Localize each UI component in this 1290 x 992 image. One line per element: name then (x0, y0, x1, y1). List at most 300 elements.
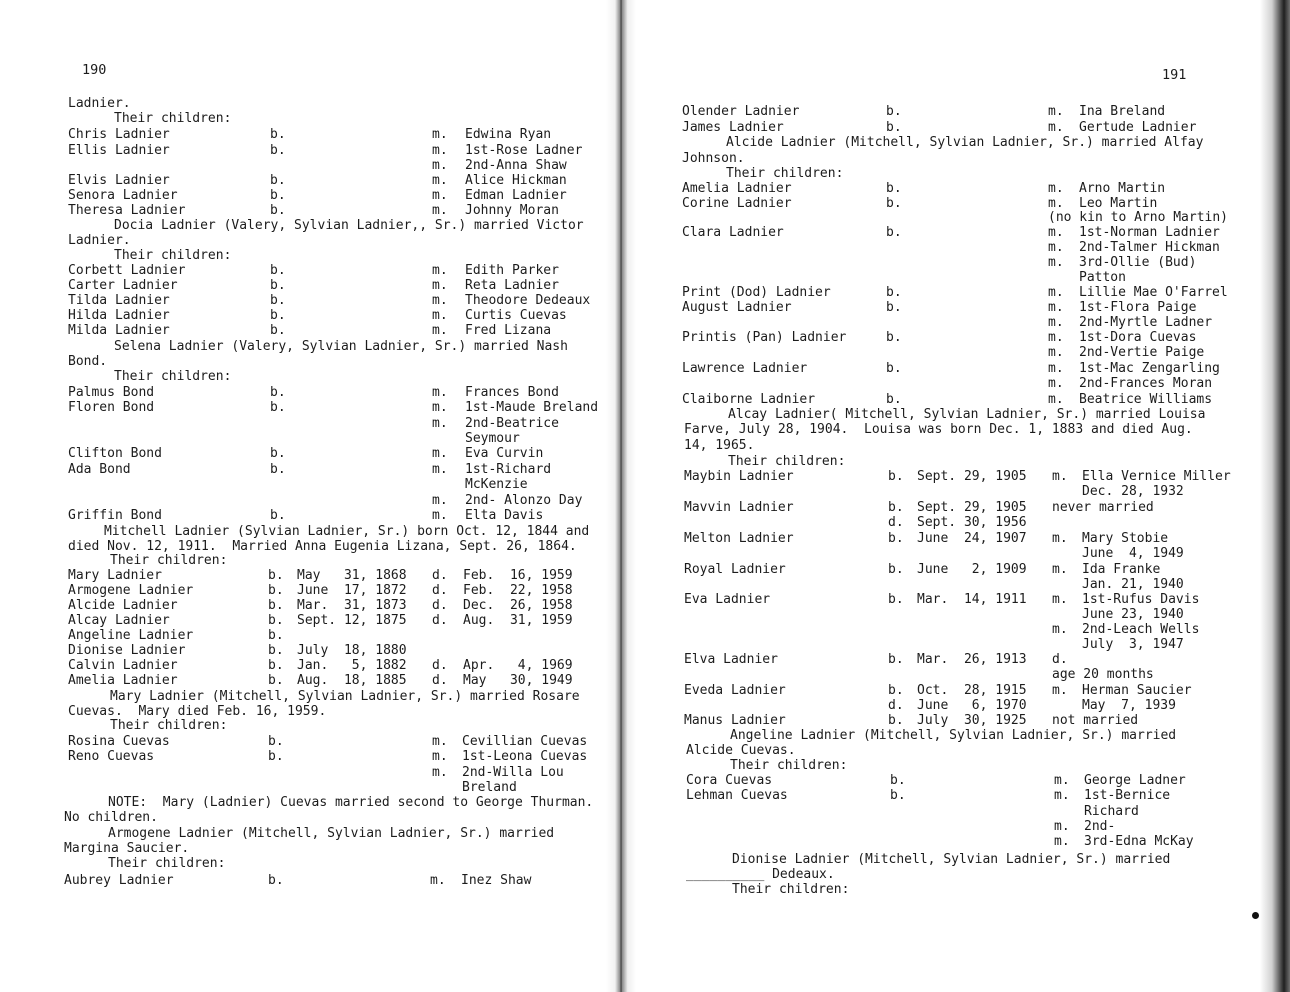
text-cell: Hilda Ladnier (68, 308, 170, 323)
text-cell: b. (886, 181, 902, 196)
text-cell: Palmus Bond (68, 385, 155, 400)
text-cell: m. (1048, 345, 1064, 360)
text-cell: m. (432, 263, 448, 278)
text-cell: Inez Shaw (461, 873, 532, 888)
text-cell: b. (886, 392, 902, 407)
text-cell: Jan. 21, 1940 (1082, 577, 1184, 592)
text-cell: Mar. 31, 1873 (297, 598, 407, 613)
text-line (0, 795, 618, 810)
text-cell: m. (432, 143, 448, 158)
text-line (0, 127, 618, 142)
text-cell: July 3, 1947 (1082, 637, 1184, 652)
text-line (0, 477, 618, 492)
text-cell: No children. (64, 810, 158, 825)
text-line (0, 111, 618, 126)
text-cell: Print (Dod) Ladnier (682, 285, 831, 300)
text-cell: Alcide Ladnier (Mitchell, Sylvian Ladnier, Sr.) married Alfay (726, 135, 1204, 150)
text-cell: b. (886, 330, 902, 345)
text-cell: b. (270, 263, 286, 278)
text-cell: Claiborne Ladnier (682, 392, 816, 407)
text-cell: Leo Martin (1079, 196, 1158, 211)
text-cell: Alice Hickman (465, 173, 567, 188)
text-cell: Ladnier. (68, 96, 131, 111)
text-cell: Edwina Ryan (465, 127, 552, 142)
text-cell: Their children: (726, 166, 844, 181)
text-line (630, 834, 1290, 849)
text-cell: Eva Ladnier (684, 592, 771, 607)
text-cell: m. (432, 308, 448, 323)
text-cell: b. (886, 104, 902, 119)
text-cell: b. (270, 308, 286, 323)
page-number: 190 (82, 62, 107, 78)
text-cell: d. (432, 583, 448, 598)
text-cell: June 4, 1949 (1082, 546, 1184, 561)
text-line (0, 810, 618, 825)
text-cell: June 6, 1970 (917, 698, 1027, 713)
text-line (0, 400, 618, 415)
text-cell: Cevillian Cuevas (462, 734, 588, 749)
text-cell: 1st-Norman Ladnier (1079, 225, 1220, 240)
text-cell: Their children: (114, 111, 232, 126)
text-cell: George Ladner (1084, 773, 1186, 788)
text-cell: Ina Breland (1079, 104, 1166, 119)
text-cell: m. (430, 873, 446, 888)
text-cell: Arno Martin (1079, 181, 1166, 196)
text-cell: m. (1052, 683, 1068, 698)
text-cell: Sept. 12, 1875 (297, 613, 407, 628)
text-cell: Ella Vernice Miller (1082, 469, 1231, 484)
text-cell: b. (270, 203, 286, 218)
text-line (0, 689, 618, 704)
text-cell: m. (1052, 562, 1068, 577)
text-cell: Alcide Cuevas. (686, 743, 796, 758)
text-cell: Their children: (110, 718, 228, 733)
text-cell: 1st-Bernice (1084, 788, 1171, 803)
text-line (630, 652, 1290, 667)
text-cell: Angeline Ladnier (Mitchell, Sylvian Ladnier, Sr.) married (730, 728, 1177, 743)
text-cell: Angeline Ladnier (68, 628, 194, 643)
text-cell: __________ Dedeaux. (686, 867, 835, 882)
text-cell: Alcide Ladnier (68, 598, 178, 613)
text-cell: m. (1048, 330, 1064, 345)
text-cell: m. (432, 416, 448, 431)
text-line (0, 385, 618, 400)
text-cell: m. (1048, 285, 1064, 300)
text-cell: 2nd- Alonzo Day (465, 493, 583, 508)
text-line (630, 852, 1290, 867)
text-cell: Selena Ladnier (Valery, Sylvian Ladnier, Sr.) married Nash (114, 339, 568, 354)
text-cell: Their children: (732, 882, 850, 897)
text-line (630, 515, 1290, 530)
text-line (0, 583, 618, 598)
text-cell: b. (886, 120, 902, 135)
text-line (630, 120, 1290, 135)
text-line (630, 285, 1290, 300)
text-line (630, 315, 1290, 330)
text-cell: Bond. (68, 354, 108, 369)
text-line (630, 773, 1290, 788)
text-line (630, 546, 1290, 561)
text-cell: Frances Bond (465, 385, 559, 400)
text-cell: m. (1048, 225, 1064, 240)
text-cell: Mar. 26, 1913 (917, 652, 1027, 667)
text-cell: Lillie Mae O'Farrel (1079, 285, 1228, 300)
text-cell: 1st-Maude Breland (465, 400, 599, 415)
text-cell: Eveda Ladnier (684, 683, 786, 698)
text-cell: Ellis Ladnier (68, 143, 170, 158)
text-cell: 2nd-Frances Moran (1079, 376, 1213, 391)
text-cell: d. (432, 598, 448, 613)
text-cell: Sept. 29, 1905 (917, 469, 1027, 484)
text-cell: m. (432, 400, 448, 415)
text-line (0, 293, 618, 308)
text-cell: Margina Saucier. (64, 841, 190, 856)
text-cell: d. (1052, 652, 1068, 667)
text-line (0, 354, 618, 369)
text-cell: b. (270, 508, 286, 523)
text-cell: m. (1052, 531, 1068, 546)
text-cell: m. (432, 462, 448, 477)
text-line (0, 416, 618, 431)
text-line (630, 454, 1290, 469)
text-line (630, 607, 1290, 622)
text-cell: b. (886, 361, 902, 376)
text-cell: Armogene Ladnier (Mitchell, Sylvian Ladnier, Sr.) married (108, 826, 555, 841)
text-line (0, 188, 618, 203)
text-cell: b. (268, 583, 284, 598)
text-line (630, 562, 1290, 577)
text-cell: 2nd-Leach Wells (1082, 622, 1200, 637)
text-cell: m. (432, 203, 448, 218)
text-cell: d. (432, 613, 448, 628)
page-number: 191 (1162, 67, 1187, 83)
text-cell: Cuevas. Mary died Feb. 16, 1959. (68, 704, 327, 719)
text-cell: Their children: (114, 248, 232, 263)
text-cell: 1st-Richard (465, 462, 552, 477)
text-line (0, 704, 618, 719)
text-line (630, 181, 1290, 196)
text-cell: m. (1054, 834, 1070, 849)
text-cell: b. (270, 385, 286, 400)
text-line (0, 780, 618, 795)
text-cell: McKenzie (465, 477, 528, 492)
text-cell: Mary Stobie (1082, 531, 1169, 546)
text-cell: Johnson. (682, 151, 745, 166)
text-cell: May 30, 1949 (463, 673, 573, 688)
text-cell: m. (1048, 392, 1064, 407)
text-cell: m. (432, 734, 448, 749)
text-cell: b. (268, 568, 284, 583)
text-cell: Jan. 5, 1882 (297, 658, 407, 673)
text-cell: m. (432, 323, 448, 338)
text-line (0, 613, 618, 628)
text-cell: b. (270, 446, 286, 461)
text-cell: b. (888, 592, 904, 607)
text-line (630, 135, 1290, 150)
text-line (630, 345, 1290, 360)
text-cell: Ada Bond (68, 462, 131, 477)
text-cell: b. (270, 400, 286, 415)
text-cell: b. (268, 628, 284, 643)
text-line (630, 683, 1290, 698)
text-cell: m. (1048, 240, 1064, 255)
text-cell: b. (890, 773, 906, 788)
text-cell: Edman Ladnier (465, 188, 567, 203)
text-line (630, 867, 1290, 882)
text-cell: Printis (Pan) Ladnier (682, 330, 847, 345)
text-cell: never married (1052, 500, 1154, 515)
text-line (0, 446, 618, 461)
text-cell: Richard (1084, 804, 1139, 819)
text-cell: b. (888, 469, 904, 484)
text-cell: Herman Saucier (1082, 683, 1192, 698)
text-cell: b. (268, 673, 284, 688)
text-cell: Tilda Ladnier (68, 293, 170, 308)
text-line (630, 667, 1290, 682)
text-cell: July 30, 1925 (917, 713, 1027, 728)
text-cell: Dec. 28, 1932 (1082, 484, 1184, 499)
text-line (0, 508, 618, 523)
text-cell: May 31, 1868 (297, 568, 407, 583)
text-cell: Aug. 31, 1959 (463, 613, 573, 628)
text-cell: 2nd-Myrtle Ladner (1079, 315, 1213, 330)
text-cell: m. (1048, 196, 1064, 211)
text-cell: Ladnier. (68, 233, 131, 248)
text-cell: Amelia Ladnier (68, 673, 178, 688)
text-cell: b. (268, 734, 284, 749)
text-cell: 1st-Leona Cuevas (462, 749, 588, 764)
text-line (0, 339, 618, 354)
text-cell: Alcay Ladnier (68, 613, 170, 628)
text-cell: m. (1048, 300, 1064, 315)
text-cell: Mavvin Ladnier (684, 500, 794, 515)
text-cell: b. (886, 285, 902, 300)
text-cell: Gertude Ladnier (1079, 120, 1197, 135)
text-line (630, 622, 1290, 637)
text-cell: m. (432, 385, 448, 400)
text-cell: Their children: (728, 454, 846, 469)
text-cell: m. (432, 158, 448, 173)
text-line (0, 462, 618, 477)
text-cell: b. (270, 173, 286, 188)
text-cell: m. (1052, 469, 1068, 484)
text-cell: Manus Ladnier (684, 713, 786, 728)
text-cell: 1st-Dora Cuevas (1079, 330, 1197, 345)
text-cell: 2nd-Talmer Hickman (1079, 240, 1220, 255)
text-cell: Dec. 26, 1958 (463, 598, 573, 613)
text-line (0, 143, 618, 158)
text-cell: James Ladnier (682, 120, 784, 135)
text-cell: Milda Ladnier (68, 323, 170, 338)
text-line (0, 323, 618, 338)
text-cell: Olender Ladnier (682, 104, 800, 119)
text-line (0, 856, 618, 871)
text-cell: m. (1048, 104, 1064, 119)
text-cell: m. (432, 127, 448, 142)
text-cell: August Ladnier (682, 300, 792, 315)
text-cell: Carter Ladnier (68, 278, 178, 293)
text-line (630, 376, 1290, 391)
text-cell: Farve, July 28, 1904. Louisa was born Dec. 1, 1883 and died Aug. (684, 422, 1193, 437)
text-cell: b. (268, 658, 284, 673)
text-line (0, 158, 618, 173)
text-cell: Corbett Ladnier (68, 263, 186, 278)
text-cell: m. (432, 508, 448, 523)
text-cell: May 7, 1939 (1082, 698, 1176, 713)
text-cell: d. (432, 568, 448, 583)
text-cell: Dionise Ladnier (68, 643, 186, 658)
text-cell: Melton Ladnier (684, 531, 794, 546)
text-cell: 2nd- (1084, 819, 1116, 834)
text-cell: Beatrice Williams (1079, 392, 1213, 407)
text-line (0, 841, 618, 856)
text-line (630, 577, 1290, 592)
text-cell: 2nd-Vertie Paige (1079, 345, 1205, 360)
text-cell: (no kin to Arno Martin) (1048, 210, 1229, 225)
text-cell: d. (888, 515, 904, 530)
text-cell: b. (270, 188, 286, 203)
text-line (0, 673, 618, 688)
text-line (0, 873, 618, 888)
text-line (0, 568, 618, 583)
text-cell: June 23, 1940 (1082, 607, 1184, 622)
text-cell: Griffin Bond (68, 508, 162, 523)
text-cell: Amelia Ladnier (682, 181, 792, 196)
text-cell: 2nd-Beatrice (465, 416, 559, 431)
text-cell: m. (1048, 315, 1064, 330)
text-cell: b. (268, 598, 284, 613)
text-cell: m. (1048, 376, 1064, 391)
text-cell: b. (886, 196, 902, 211)
text-cell: m. (432, 173, 448, 188)
text-cell: Breland (462, 780, 517, 795)
text-line (630, 166, 1290, 181)
text-cell: Patton (1079, 270, 1126, 285)
text-cell: b. (890, 788, 906, 803)
text-cell: 3rd-Edna McKay (1084, 834, 1194, 849)
text-cell: m. (1054, 773, 1070, 788)
text-cell: b. (270, 293, 286, 308)
text-line (630, 240, 1290, 255)
text-line (630, 330, 1290, 345)
text-line (630, 104, 1290, 119)
text-cell: Apr. 4, 1969 (463, 658, 573, 673)
text-cell: June 24, 1907 (917, 531, 1027, 546)
text-cell: Mary Ladnier (68, 568, 162, 583)
text-cell: m. (432, 765, 448, 780)
text-cell: Royal Ladnier (684, 562, 786, 577)
text-cell: Curtis Cuevas (465, 308, 567, 323)
text-cell: Theresa Ladnier (68, 203, 186, 218)
text-cell: Elva Ladnier (684, 652, 778, 667)
text-line (630, 882, 1290, 897)
text-cell: b. (886, 300, 902, 315)
text-cell: m. (1052, 622, 1068, 637)
text-line (0, 203, 618, 218)
text-line (630, 728, 1290, 743)
text-cell: Reno Cuevas (68, 749, 155, 764)
text-line (0, 643, 618, 658)
text-cell: m. (1052, 592, 1068, 607)
text-cell: Seymour (465, 431, 520, 446)
text-cell: 2nd-Willa Lou (462, 765, 564, 780)
text-line (630, 758, 1290, 773)
text-cell: Aubrey Ladnier (64, 873, 174, 888)
text-cell: 1st-Flora Paige (1079, 300, 1197, 315)
text-cell: m. (432, 293, 448, 308)
text-line (0, 524, 618, 539)
text-cell: b. (888, 713, 904, 728)
text-cell: Armogene Ladnier (68, 583, 194, 598)
text-cell: Mitchell Ladnier (Sylvian Ladnier, Sr.) born Oct. 12, 1844 and (104, 524, 590, 539)
text-cell: b. (270, 143, 286, 158)
text-cell: Fred Lizana (465, 323, 552, 338)
text-line (630, 392, 1290, 407)
text-line (630, 407, 1290, 422)
text-cell: m. (432, 493, 448, 508)
text-cell: b. (888, 683, 904, 698)
text-cell: Corine Ladnier (682, 196, 792, 211)
text-cell: m. (432, 278, 448, 293)
text-cell: b. (268, 873, 284, 888)
text-cell: m. (432, 188, 448, 203)
text-cell: m. (1048, 255, 1064, 270)
text-cell: b. (268, 749, 284, 764)
text-line (0, 734, 618, 749)
text-line (0, 233, 618, 248)
text-cell: 3rd-Ollie (Bud) (1079, 255, 1197, 270)
text-line (630, 270, 1290, 285)
text-line (630, 484, 1290, 499)
text-cell: b. (886, 225, 902, 240)
text-line (630, 500, 1290, 515)
text-cell: July 18, 1880 (297, 643, 407, 658)
text-line (630, 637, 1290, 652)
text-line (0, 263, 618, 278)
text-cell: Feb. 16, 1959 (463, 568, 573, 583)
text-line (630, 300, 1290, 315)
text-cell: b. (888, 562, 904, 577)
text-line (0, 96, 618, 111)
text-cell: b. (888, 652, 904, 667)
text-cell: b. (888, 531, 904, 546)
text-cell: b. (270, 278, 286, 293)
text-cell: Mar. 14, 1911 (917, 592, 1027, 607)
text-cell: Alcay Ladnier( Mitchell, Sylvian Ladnier, Sr.) married Louisa (728, 407, 1206, 422)
text-cell: b. (888, 500, 904, 515)
text-cell: 1st-Rufus Davis (1082, 592, 1200, 607)
text-cell: Docia Ladnier (Valery, Sylvian Ladnier,, Sr.) married Victor (114, 218, 584, 233)
text-line (0, 173, 618, 188)
text-cell: Lawrence Ladnier (682, 361, 808, 376)
text-cell: m. (1048, 361, 1064, 376)
text-cell: Their children: (108, 856, 226, 871)
text-cell: Reta Ladnier (465, 278, 559, 293)
text-line (0, 278, 618, 293)
text-cell: Clifton Bond (68, 446, 162, 461)
text-cell: Clara Ladnier (682, 225, 784, 240)
text-cell: June 2, 1909 (917, 562, 1027, 577)
text-line (0, 749, 618, 764)
text-cell: Edith Parker (465, 263, 559, 278)
text-line (630, 713, 1290, 728)
text-line (630, 819, 1290, 834)
text-cell: Sept. 29, 1905 (917, 500, 1027, 515)
text-cell: b. (270, 462, 286, 477)
text-line (630, 255, 1290, 270)
text-cell: Oct. 28, 1915 (917, 683, 1027, 698)
text-line (0, 826, 618, 841)
